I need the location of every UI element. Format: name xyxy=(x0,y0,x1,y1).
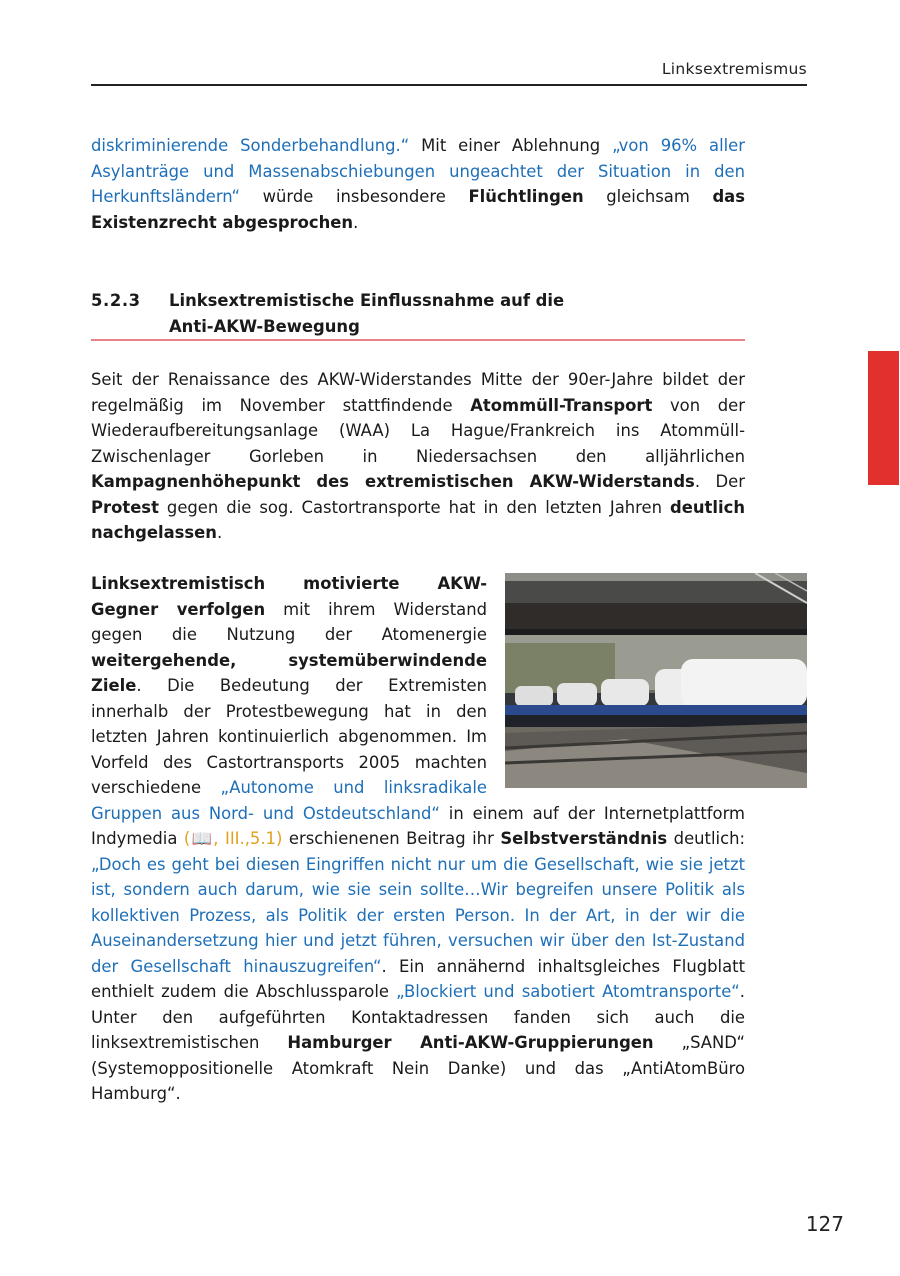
bold-text: Flüchtlingen xyxy=(468,187,584,206)
body-text: Seit der Renaissance des AKW-Widerstandes Mitte der 90er-Jahre bildet der regelmäßig im November stattfindende xyxy=(91,370,745,415)
body-text: Mit einer Ablehnung xyxy=(409,136,613,155)
body-text: . xyxy=(216,523,223,542)
bold-text: das Existenzrecht abgesprochen xyxy=(91,187,745,232)
body-text: gegen die sog. Castortransporte hat in den letzten Jahren xyxy=(158,497,671,517)
body-text: würde insbesondere xyxy=(239,187,469,206)
body-text: mit ihrem Widerstand gegen die Nutzung der Atomenergie xyxy=(91,599,487,644)
header-rule xyxy=(91,84,807,86)
body-text: . Ein annähernd inhaltsgleiches Flugblatt enthielt zudem die Abschlussparole xyxy=(91,956,745,1001)
quote-text: „Doch es geht bei diesen Eingriffen nicht nur um die Gesellschaft, wie sie jetzt ist, sondern auch darum, wie sie sein sollte…Wir begreifen unsere Politik als kollektiven Prozess, als Politik der ersten Person. In der Art, in der wir die Auseinandersetzung hier und jetzt führen, versuchen wir über den Ist-Zustand der Gesellschaft hinauszugreifen“ xyxy=(91,854,745,976)
body-text: deutlich: xyxy=(667,829,746,848)
bold-text: Atommüll-Transport xyxy=(470,395,653,415)
section-number: 5.2.3 xyxy=(91,291,141,310)
bold-text: Linksextremistisch motivierte AKW-Gegner verfolgen xyxy=(91,574,487,619)
section-title-line1: Linksextremistische Einflussnahme auf die xyxy=(169,291,565,310)
cross-reference-link[interactable]: (📖, III.,5.1) xyxy=(183,829,283,848)
bold-text: Selbstverständnis xyxy=(500,829,668,848)
running-head: Linksextremismus xyxy=(661,60,807,78)
body-text: von der Wiederaufbereitungsanlage (WAA) La Hague/Frankreich ins Atommüll-Zwischenlager Gorleben in Niedersachsen den alljährlichen xyxy=(91,395,745,466)
section-title-line2: Anti-AKW-Bewegung xyxy=(169,316,360,336)
quote-text: diskriminierende Sonderbehandlung.“ xyxy=(91,136,410,155)
chapter-tab-marker xyxy=(868,351,899,485)
quote-text: „von 96% aller Asylanträge und Massenabschiebungen ungeachtet der Situation in den Herkunftsländern“ xyxy=(91,136,745,206)
body-text: gleichsam xyxy=(583,187,713,206)
page-number: 127 xyxy=(805,1212,844,1236)
body-text: „SAND“ (Systemoppositionelle Atomkraft Nein Danke) und das „AntiAtomBüro Hamburg“. xyxy=(91,1033,746,1103)
body-text: . Die Bedeutung der Extremisten innerhalb der Protestbewegung hat in den letzten Jahren kontinuierlich abgenommen. Im Vorfeld des Castortransports 2005 machten verschiedene xyxy=(91,676,487,797)
section-title xyxy=(169,288,745,339)
bold-text: weitergehende, systemüberwindende Ziele xyxy=(91,650,487,695)
body-text: . Unter den aufgeführten Kontaktadressen fanden sich auch die linksextremistischen xyxy=(91,982,745,1052)
quote-text: „Blockiert und sabotiert Atomtransporte“ xyxy=(396,982,740,1001)
body-text: erschienenen Beitrag ihr xyxy=(282,829,501,848)
intro-paragraph xyxy=(91,133,745,235)
bold-text: Protest xyxy=(91,497,159,517)
section-rule xyxy=(91,339,745,341)
body-text: . xyxy=(353,212,359,232)
body-text: in einem auf der Internetplattform Indymedia xyxy=(91,803,745,848)
paragraph-self-understanding xyxy=(91,571,745,1107)
bold-text: Kampagnenhöhepunkt des extremistischen AKW-Widerstands xyxy=(91,472,695,491)
bold-text: Hamburger Anti-AKW-Gruppierungen xyxy=(287,1033,654,1052)
paragraph-castor-intro xyxy=(91,367,745,546)
bold-text: deutlich nachgelassen xyxy=(91,497,745,542)
castor-train-photo xyxy=(505,573,807,788)
body-text: . Der xyxy=(694,472,745,491)
section-heading xyxy=(91,288,745,339)
quote-text: „Autonome und linksradikale Gruppen aus Nord- und Ostdeutschland“ xyxy=(91,778,487,823)
